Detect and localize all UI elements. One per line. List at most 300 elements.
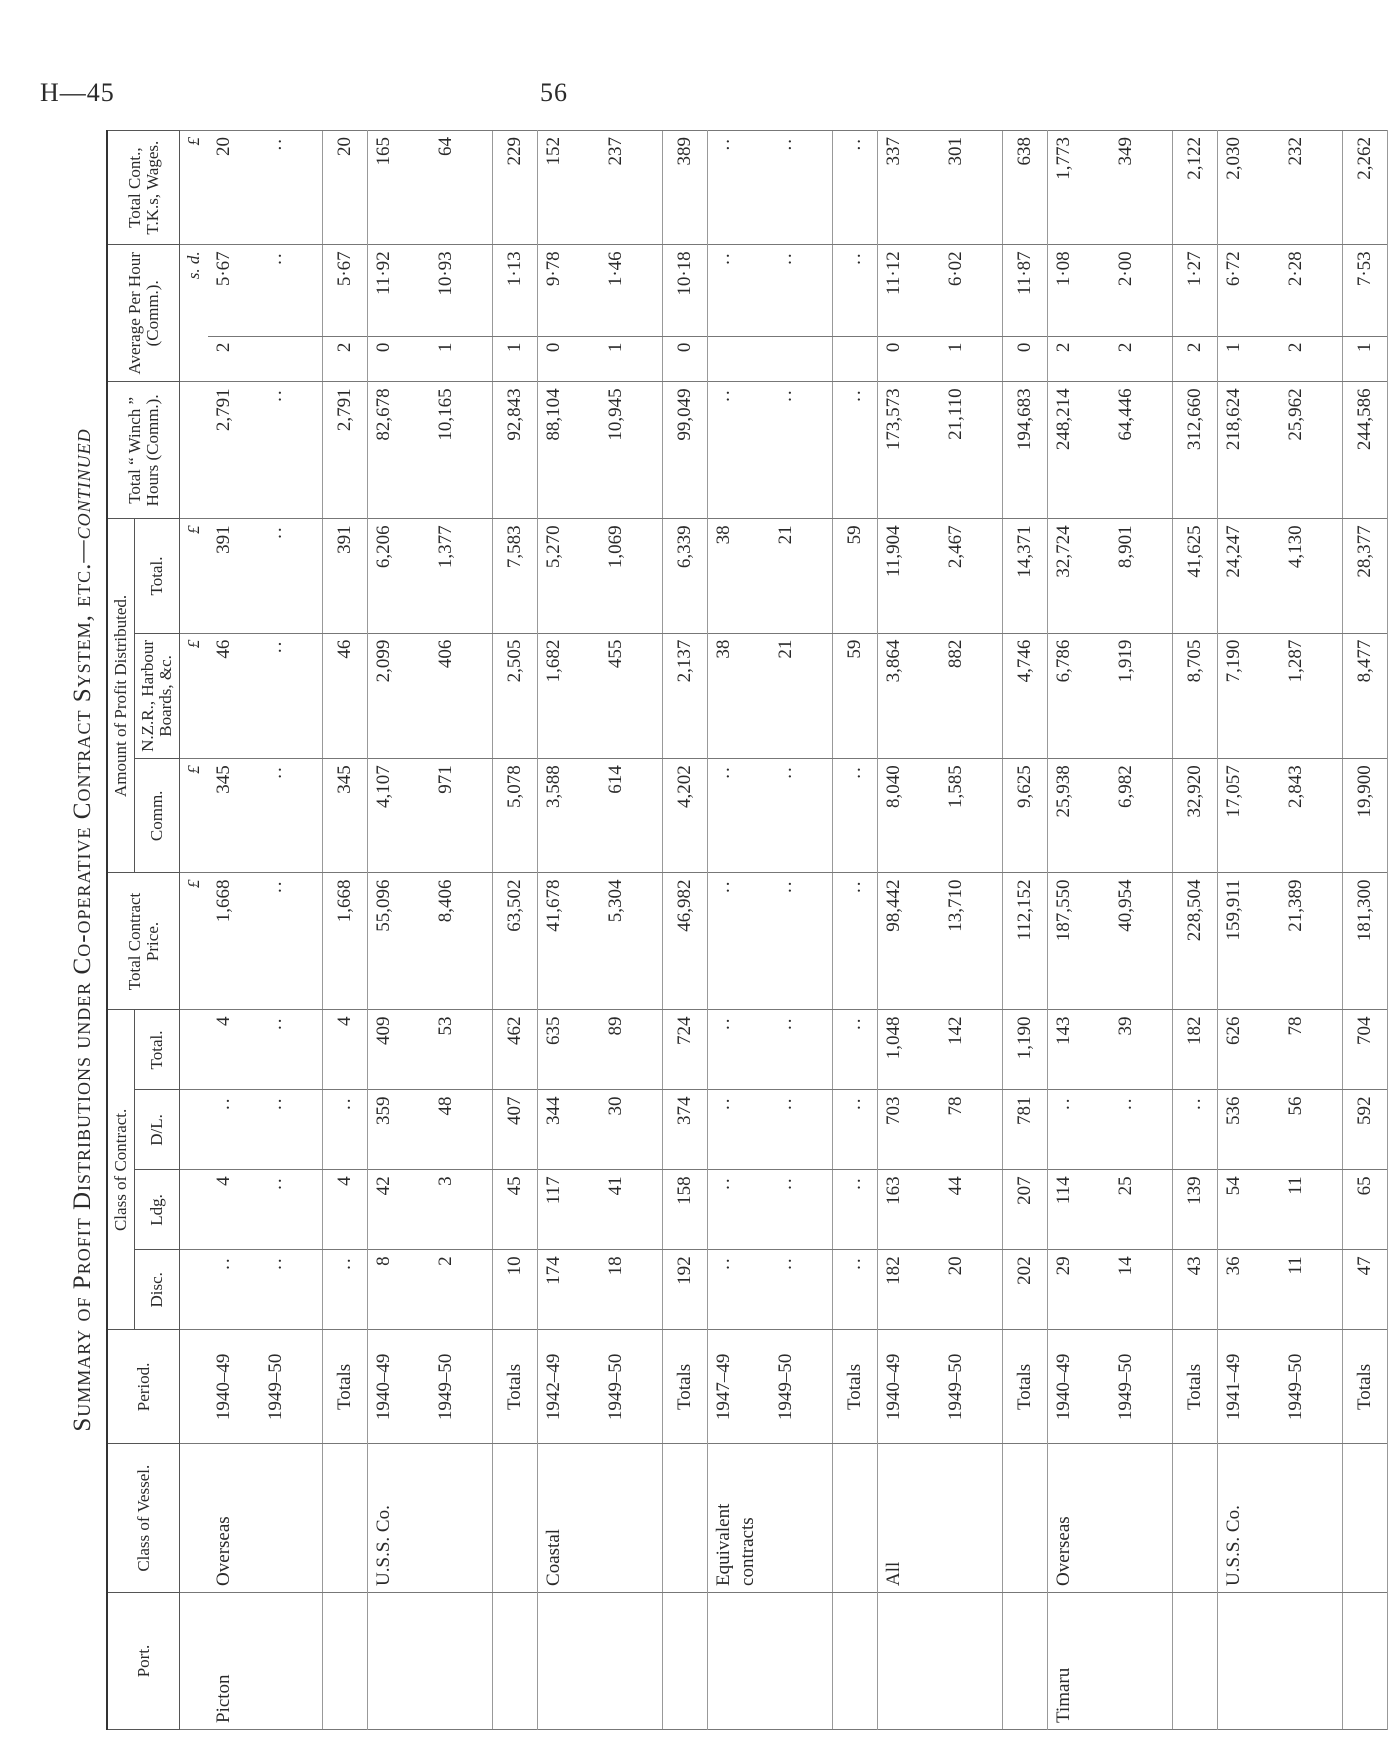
price-cell: 187,550 — [1048, 873, 1111, 1010]
total-cell: 462 — [493, 1010, 538, 1090]
profit-total-cell: 391 — [208, 519, 260, 633]
totals-row — [1173, 131, 1218, 1730]
avg-shillings-cell: 2 — [323, 336, 368, 382]
port-cell: Picton — [208, 1592, 260, 1729]
disc-cell: .. — [770, 1250, 833, 1330]
unit-nzr: £ — [180, 633, 209, 759]
page-ref: H—45 — [40, 78, 115, 107]
total-cell: 78 — [1280, 1010, 1343, 1090]
table-row — [940, 131, 1003, 1730]
total-cont-cell: 152 — [538, 131, 601, 245]
total-cont-cell: 638 — [1003, 131, 1048, 245]
winch-hours-cell: 173,573 — [878, 382, 941, 519]
price-cell: 112,152 — [1003, 873, 1048, 1010]
avg-pence-cell: 9·78 — [538, 245, 601, 336]
avg-pence-cell: 1·08 — [1048, 245, 1111, 336]
avg-pence-cell: 5·67 — [323, 245, 368, 336]
avg-pence-cell: 10·18 — [663, 245, 708, 336]
winch-hours-cell: 248,214 — [1048, 382, 1111, 519]
profit-total-cell: 32,724 — [1048, 519, 1111, 633]
period-cell: 1949–50 — [940, 1330, 1003, 1444]
total-cell: 409 — [368, 1010, 431, 1090]
ldg-cell: 45 — [493, 1170, 538, 1250]
unit-price: £ — [180, 873, 209, 1010]
winch-hours-cell: 244,586 — [1343, 382, 1388, 519]
units-row — [180, 131, 209, 1730]
disc-cell: 202 — [1003, 1250, 1048, 1330]
comm-cell: 4,202 — [663, 759, 708, 873]
vessel-cell: Overseas — [208, 1444, 260, 1592]
ldg-cell: 114 — [1048, 1170, 1111, 1250]
table-row — [260, 131, 323, 1730]
header-ldg: Ldg. — [135, 1170, 180, 1250]
winch-hours-cell: 92,843 — [493, 382, 538, 519]
period-cell: 1947–49 — [708, 1330, 771, 1444]
avg-pence-cell: 11·87 — [1003, 245, 1048, 336]
comm-cell: 3,588 — [538, 759, 601, 873]
avg-pence-cell: 1·13 — [493, 245, 538, 336]
comm-cell: .. — [260, 759, 323, 873]
nzr-cell: 38 — [708, 633, 771, 759]
header-vessel: Class of Vessel. — [107, 1444, 180, 1592]
header-class-of-contract: Class of Contract. — [107, 1010, 135, 1330]
profit-total-cell: 1,069 — [600, 519, 663, 633]
table-title-suffix: —continued — [69, 428, 96, 563]
port-cell — [323, 1592, 368, 1729]
dl-cell: .. — [260, 1090, 323, 1170]
dl-cell: 407 — [493, 1090, 538, 1170]
avg-shillings-cell: 0 — [1003, 336, 1048, 382]
ldg-cell: 139 — [1173, 1170, 1218, 1250]
nzr-cell: 1,682 — [538, 633, 601, 759]
disc-cell: 10 — [493, 1250, 538, 1330]
total-cell: .. — [770, 1010, 833, 1090]
header-nzr: N.Z.R., Harbour Boards, &c. — [135, 633, 180, 759]
header-period: Period. — [107, 1330, 180, 1444]
profit-total-cell: 14,371 — [1003, 519, 1048, 633]
header-total-cont: Total Cont., T.K.s, Wages. — [107, 131, 180, 245]
total-cont-cell: .. — [708, 131, 771, 245]
winch-hours-cell: 21,110 — [940, 382, 1003, 519]
nzr-cell: 46 — [323, 633, 368, 759]
avg-pence-cell: 7·53 — [1343, 245, 1388, 336]
comm-cell: 6,982 — [1110, 759, 1173, 873]
ldg-cell: 11 — [1280, 1170, 1343, 1250]
total-cont-cell: 229 — [493, 131, 538, 245]
avg-shillings-cell: 1 — [1343, 336, 1388, 382]
dl-cell: 48 — [430, 1090, 493, 1170]
table-row — [208, 131, 260, 1730]
total-cont-cell: .. — [833, 131, 878, 245]
dl-cell: 781 — [1003, 1090, 1048, 1170]
period-cell: Totals — [833, 1330, 878, 1444]
vessel-cell: Equivalent contracts — [708, 1444, 771, 1592]
comm-cell: 8,040 — [878, 759, 941, 873]
total-cont-cell: 2,122 — [1173, 131, 1218, 245]
winch-hours-cell: 194,683 — [1003, 382, 1048, 519]
period-cell: 1941–49 — [1218, 1330, 1281, 1444]
price-cell: 1,668 — [323, 873, 368, 1010]
price-cell: 159,911 — [1218, 873, 1281, 1010]
profit-total-cell: 1,377 — [430, 519, 493, 633]
winch-hours-cell: 10,165 — [430, 382, 493, 519]
avg-shillings-cell: 2 — [1173, 336, 1218, 382]
price-cell: .. — [833, 873, 878, 1010]
unit-cont: £ — [180, 131, 209, 245]
ldg-cell: 41 — [600, 1170, 663, 1250]
profit-total-cell: 2,467 — [940, 519, 1003, 633]
header-winch-hours: Total “ Winch ” Hours (Comm.). — [107, 382, 180, 519]
nzr-cell: 2,137 — [663, 633, 708, 759]
ldg-cell: .. — [708, 1170, 771, 1250]
avg-shillings-cell: 1 — [600, 336, 663, 382]
ldg-cell: 44 — [940, 1170, 1003, 1250]
winch-hours-cell: 99,049 — [663, 382, 708, 519]
total-cell: 704 — [1343, 1010, 1388, 1090]
total-cell: 53 — [430, 1010, 493, 1090]
disc-cell: 182 — [878, 1250, 941, 1330]
vessel-cell — [493, 1444, 538, 1592]
dl-cell: 703 — [878, 1090, 941, 1170]
price-cell: 181,300 — [1343, 873, 1388, 1010]
avg-shillings-cell: 1 — [430, 336, 493, 382]
total-cont-cell: 20 — [208, 131, 260, 245]
port-cell — [1280, 1592, 1343, 1729]
price-cell: 8,406 — [430, 873, 493, 1010]
total-cont-cell: .. — [770, 131, 833, 245]
total-cell: 4 — [323, 1010, 368, 1090]
avg-shillings-cell: 2 — [1280, 336, 1343, 382]
winch-hours-cell: 2,791 — [323, 382, 368, 519]
total-cell: 724 — [663, 1010, 708, 1090]
comm-cell: .. — [833, 759, 878, 873]
comm-cell: 25,938 — [1048, 759, 1111, 873]
header-profit-total: Total. — [135, 519, 180, 633]
profit-distribution-table — [106, 130, 1388, 1730]
port-cell — [1218, 1592, 1281, 1729]
total-cell: .. — [833, 1010, 878, 1090]
total-cell: 182 — [1173, 1010, 1218, 1090]
winch-hours-cell: 88,104 — [538, 382, 601, 519]
vessel-cell: Overseas — [1048, 1444, 1111, 1592]
table-row — [1218, 131, 1281, 1730]
comm-cell: 345 — [208, 759, 260, 873]
vessel-cell — [1110, 1444, 1173, 1592]
table-row — [538, 131, 601, 1730]
avg-shillings-cell — [833, 336, 878, 382]
ldg-cell: 65 — [1343, 1170, 1388, 1250]
comm-cell: 1,585 — [940, 759, 1003, 873]
avg-pence-cell: 6·72 — [1218, 245, 1281, 336]
dl-cell: 30 — [600, 1090, 663, 1170]
vessel-cell — [1343, 1444, 1388, 1592]
page-number: 56 — [540, 78, 568, 107]
total-cell: 1,190 — [1003, 1010, 1048, 1090]
vessel-cell — [1173, 1444, 1218, 1592]
period-cell: Totals — [1173, 1330, 1218, 1444]
port-cell — [1110, 1592, 1173, 1729]
disc-cell: .. — [260, 1250, 323, 1330]
comm-cell: .. — [708, 759, 771, 873]
dl-cell: 56 — [1280, 1090, 1343, 1170]
comm-cell: 19,900 — [1343, 759, 1388, 873]
winch-hours-cell: 218,624 — [1218, 382, 1281, 519]
dl-cell: 359 — [368, 1090, 431, 1170]
port-cell — [708, 1592, 771, 1729]
avg-pence-cell: 5·67 — [208, 245, 260, 336]
profit-total-cell: 7,583 — [493, 519, 538, 633]
vessel-cell — [663, 1444, 708, 1592]
disc-cell: .. — [833, 1250, 878, 1330]
avg-pence-cell: .. — [833, 245, 878, 336]
avg-shillings-cell: 0 — [538, 336, 601, 382]
profit-total-cell: 11,904 — [878, 519, 941, 633]
winch-hours-cell: 82,678 — [368, 382, 431, 519]
winch-hours-cell: .. — [260, 382, 323, 519]
ldg-cell: 117 — [538, 1170, 601, 1250]
table-row — [600, 131, 663, 1730]
comm-cell: 614 — [600, 759, 663, 873]
nzr-cell: .. — [260, 633, 323, 759]
avg-shillings-cell — [708, 336, 771, 382]
price-cell: 63,502 — [493, 873, 538, 1010]
avg-shillings-cell: 0 — [368, 336, 431, 382]
price-cell: 98,442 — [878, 873, 941, 1010]
table-row — [430, 131, 493, 1730]
winch-hours-cell: .. — [833, 382, 878, 519]
avg-pence-cell: 6·02 — [940, 245, 1003, 336]
period-cell: 1940–49 — [368, 1330, 431, 1444]
winch-hours-cell: .. — [770, 382, 833, 519]
ldg-cell: 42 — [368, 1170, 431, 1250]
nzr-cell: 2,505 — [493, 633, 538, 759]
vessel-cell — [770, 1444, 833, 1592]
avg-shillings-cell: 2 — [1048, 336, 1111, 382]
period-cell: 1942–49 — [538, 1330, 601, 1444]
total-cont-cell: 2,262 — [1343, 131, 1388, 245]
unit-total: £ — [180, 519, 209, 633]
period-cell: Totals — [663, 1330, 708, 1444]
price-cell: 55,096 — [368, 873, 431, 1010]
dl-cell: .. — [208, 1090, 260, 1170]
table-title — [60, 130, 106, 1730]
nzr-cell: 21 — [770, 633, 833, 759]
winch-hours-cell: 25,962 — [1280, 382, 1343, 519]
dl-cell: .. — [833, 1090, 878, 1170]
dl-cell: .. — [1048, 1090, 1111, 1170]
total-cell: 4 — [208, 1010, 260, 1090]
price-cell: 46,982 — [663, 873, 708, 1010]
nzr-cell: 2,099 — [368, 633, 431, 759]
vessel-cell — [940, 1444, 1003, 1592]
avg-shillings-cell — [770, 336, 833, 382]
disc-cell: 20 — [940, 1250, 1003, 1330]
total-cell: 626 — [1218, 1010, 1281, 1090]
table-row — [368, 131, 431, 1730]
vessel-cell — [1280, 1444, 1343, 1592]
avg-pence-cell: 10·93 — [430, 245, 493, 336]
avg-pence-cell: .. — [260, 245, 323, 336]
total-cont-cell: 64 — [430, 131, 493, 245]
total-cell: 39 — [1110, 1010, 1173, 1090]
port-cell — [260, 1592, 323, 1729]
disc-cell: 2 — [430, 1250, 493, 1330]
avg-shillings-cell — [260, 336, 323, 382]
avg-shillings-cell: 2 — [1110, 336, 1173, 382]
avg-shillings-cell: 1 — [940, 336, 1003, 382]
profit-total-cell: 38 — [708, 519, 771, 633]
table-row — [708, 131, 771, 1730]
ldg-cell: 25 — [1110, 1170, 1173, 1250]
header-disc: Disc. — [135, 1250, 180, 1330]
dl-cell: .. — [1110, 1090, 1173, 1170]
period-cell: 1940–49 — [1048, 1330, 1111, 1444]
totals-row — [323, 131, 368, 1730]
period-cell: Totals — [1003, 1330, 1048, 1444]
profit-total-cell: 28,377 — [1343, 519, 1388, 633]
avg-pence-cell: 11·92 — [368, 245, 431, 336]
dl-cell: 592 — [1343, 1090, 1388, 1170]
ldg-cell: .. — [260, 1170, 323, 1250]
profit-total-cell: 4,130 — [1280, 519, 1343, 633]
total-cell: 1,048 — [878, 1010, 941, 1090]
dl-cell: .. — [1173, 1090, 1218, 1170]
price-cell: 228,504 — [1173, 873, 1218, 1010]
nzr-cell: 4,746 — [1003, 633, 1048, 759]
nzr-cell: 8,705 — [1173, 633, 1218, 759]
vessel-cell — [430, 1444, 493, 1592]
period-cell: 1949–50 — [260, 1330, 323, 1444]
nzr-cell: 406 — [430, 633, 493, 759]
period-cell: Totals — [493, 1330, 538, 1444]
totals-row — [1003, 131, 1048, 1730]
profit-total-cell: 24,247 — [1218, 519, 1281, 633]
total-cont-cell: 337 — [878, 131, 941, 245]
winch-hours-cell: .. — [708, 382, 771, 519]
total-cell: 89 — [600, 1010, 663, 1090]
period-cell: 1940–49 — [878, 1330, 941, 1444]
total-cont-cell: 389 — [663, 131, 708, 245]
disc-cell: 11 — [1280, 1250, 1343, 1330]
comm-cell: 5,078 — [493, 759, 538, 873]
nzr-cell: 1,287 — [1280, 633, 1343, 759]
avg-pence-cell: .. — [708, 245, 771, 336]
table-title-text: Summary of Profit Distributions under Co-operative Contract System, etc. — [69, 562, 96, 1432]
avg-shillings-cell: 0 — [663, 336, 708, 382]
total-cell: 635 — [538, 1010, 601, 1090]
price-cell: 5,304 — [600, 873, 663, 1010]
table-row — [770, 131, 833, 1730]
profit-total-cell: 41,625 — [1173, 519, 1218, 633]
header-contract-price: Total Contract Price. — [107, 873, 180, 1010]
ldg-cell: 207 — [1003, 1170, 1048, 1250]
disc-cell: 192 — [663, 1250, 708, 1330]
port-cell — [600, 1592, 663, 1729]
total-cont-cell: 349 — [1110, 131, 1173, 245]
total-cont-cell: 1,773 — [1048, 131, 1111, 245]
vessel-cell: All — [878, 1444, 941, 1592]
period-cell: 1949–50 — [600, 1330, 663, 1444]
header-avg-per-hour: Average Per Hour (Comm.). — [107, 245, 180, 382]
totals-row — [1343, 131, 1388, 1730]
period-cell: 1940–49 — [208, 1330, 260, 1444]
price-cell: 13,710 — [940, 873, 1003, 1010]
avg-pence-cell: 2·28 — [1280, 245, 1343, 336]
winch-hours-cell: 10,945 — [600, 382, 663, 519]
dl-cell: .. — [708, 1090, 771, 1170]
dl-cell: .. — [323, 1090, 368, 1170]
total-cont-cell: 165 — [368, 131, 431, 245]
total-cont-cell: .. — [260, 131, 323, 245]
total-cont-cell: 301 — [940, 131, 1003, 245]
table-row — [1110, 131, 1173, 1730]
total-cont-cell: 232 — [1280, 131, 1343, 245]
ldg-cell: .. — [770, 1170, 833, 1250]
nzr-cell: 6,786 — [1048, 633, 1111, 759]
avg-pence-cell: 1·46 — [600, 245, 663, 336]
disc-cell: 36 — [1218, 1250, 1281, 1330]
port-cell: Timaru — [1048, 1592, 1111, 1729]
totals-row — [663, 131, 708, 1730]
comm-cell: 971 — [430, 759, 493, 873]
dl-cell: 78 — [940, 1090, 1003, 1170]
ldg-cell: 4 — [208, 1170, 260, 1250]
port-cell — [878, 1592, 941, 1729]
total-cont-cell: 2,030 — [1218, 131, 1281, 245]
disc-cell: .. — [708, 1250, 771, 1330]
unit-avg: s. d. — [180, 245, 209, 382]
ldg-cell: 158 — [663, 1170, 708, 1250]
port-cell — [430, 1592, 493, 1729]
header-port: Port. — [107, 1592, 180, 1729]
ldg-cell: 163 — [878, 1170, 941, 1250]
comm-cell: 9,625 — [1003, 759, 1048, 873]
port-cell — [770, 1592, 833, 1729]
nzr-cell: 7,190 — [1218, 633, 1281, 759]
nzr-cell: 882 — [940, 633, 1003, 759]
nzr-cell: 3,864 — [878, 633, 941, 759]
dl-cell: .. — [770, 1090, 833, 1170]
port-cell — [1003, 1592, 1048, 1729]
period-cell: 1949–50 — [770, 1330, 833, 1444]
price-cell: 21,389 — [1280, 873, 1343, 1010]
profit-total-cell: 5,270 — [538, 519, 601, 633]
profit-total-cell: 391 — [323, 519, 368, 633]
price-cell: 41,678 — [538, 873, 601, 1010]
avg-pence-cell: .. — [770, 245, 833, 336]
total-cell: .. — [708, 1010, 771, 1090]
total-cell: 143 — [1048, 1010, 1111, 1090]
comm-cell: 345 — [323, 759, 368, 873]
avg-pence-cell: 1·27 — [1173, 245, 1218, 336]
dl-cell: 374 — [663, 1090, 708, 1170]
price-cell: .. — [708, 873, 771, 1010]
port-cell — [663, 1592, 708, 1729]
total-cont-cell: 237 — [600, 131, 663, 245]
ldg-cell: 3 — [430, 1170, 493, 1250]
disc-cell: 43 — [1173, 1250, 1218, 1330]
disc-cell: .. — [208, 1250, 260, 1330]
table-row — [1048, 131, 1111, 1730]
vessel-cell — [833, 1444, 878, 1592]
disc-cell: 174 — [538, 1250, 601, 1330]
vessel-cell: Coastal — [538, 1444, 601, 1592]
profit-total-cell: 6,339 — [663, 519, 708, 633]
port-cell — [1343, 1592, 1388, 1729]
dl-cell: 536 — [1218, 1090, 1281, 1170]
profit-total-cell: 8,901 — [1110, 519, 1173, 633]
avg-shillings-cell: 1 — [493, 336, 538, 382]
